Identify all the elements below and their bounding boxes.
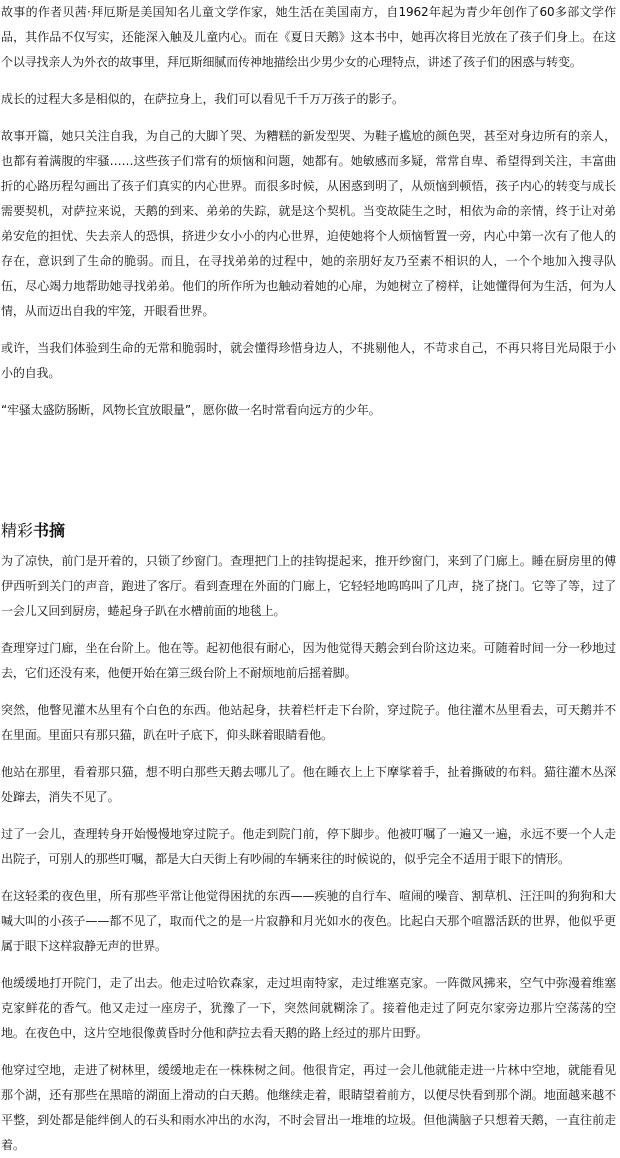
section-title-part-1: 精彩: [1, 521, 34, 540]
excerpt-paragraph-3: 突然，他瞥见灌木丛里有个白色的东西。他站起身，扶着栏杆走下台阶，穿过院子。他往灌木丛里看去，可天鹅并不在里面。里面只有那只猫，趴在叶子底下，仰头眯着眼睛看他。: [1, 703, 616, 742]
excerpt-paragraph-7: 他缓缓地打开院门，走了出去。他走过哈钦森家，走过坦南特家，走过维塞克家。一阵微风拂来，空气中弥漫着维塞克家鲜花的香气。他又走过一座房子，犹豫了一下，突然间就糊涂了。接着他走过了阿克尔家旁边那片空荡荡的空地。在夜色中，这片空地很像黄昏时分他和萨拉去看天鹅的路上经过的那片田野。: [1, 976, 616, 1040]
excerpt-paragraph-2: 查理穿过门廊，坐在台阶上。他在等。起初他很有耐心，因为他觉得天鹅会到台阶这边来。可随着时间一分一秒地过去，它们还没有来，他便开始在第三级台阶上不耐烦地前后摇着脚。: [1, 641, 616, 680]
section-title-part-2: 书摘: [33, 521, 66, 540]
excerpt-paragraph-6: 在这轻柔的夜色里，所有那些平常让他觉得困扰的东西——疾驰的自行车、喧闹的噪音、割草机、汪汪叫的狗狗和大喊大叫的小孩子——都不见了，取而代之的是一片寂静和月光如水的夜色。比起白天那个喧嚣活跃的世界，他似乎更属于眼下这样寂静无声的世界。: [1, 889, 616, 953]
intro-section: [0, 0, 620, 423]
excerpt-paragraph-4: 他站在那里，看着那只猫，想不明白那些天鹅去哪儿了。他在睡衣上上下摩挲着手，扯着撕破的布料。猫往灌木丛深处蹿去，消失不见了。: [1, 765, 616, 804]
excerpt-paragraph-8: 他穿过空地，走进了树林里，缓缓地走在一株株树之间。他很肯定，再过一会儿他就能走进一片林中空地，就能看见那个湖，还有那些在黑暗的湖面上滑动的白天鹅。他继续走着，眼睛望着前方，以便尽快看到那个湖。地面越来越不平整，到处都是能绊倒人的石头和雨水冲出的水沟，不时会冒出一堆堆的垃圾。但他满脑子只想着天鹅，一直往前走着。: [1, 1063, 616, 1152]
section-title: [0, 519, 620, 543]
intro-paragraph-1: 故事的作者贝茜·拜厄斯是美国知名儿童文学作家，她生活在美国南方，自1962年起为青少年创作了60多部文学作品，其作品不仅写实，还能深入触及儿童内心。而在《夏日天鹅》这本书中，她再次将目光放在了孩子们身上。在这个以寻找亲人为外衣的故事里，拜厄斯细腻而传神地描绘出少男少女的心理特点，讲述了孩子们的困惑与转变。: [1, 5, 616, 69]
excerpt-paragraph-1: 为了凉快，前门是开着的，只锁了纱窗门。查理把门上的挂钩提起来，推开纱窗门，来到了门廊上。睡在厨房里的傅伊西听到关门的声音，跑进了客厅。看到查理在外面的门廊上，它轻轻地呜呜叫了几声，挠了挠门。它等了等，过了一会儿又回到厨房，蜷起身子趴在水槽前面的地毯上。: [1, 554, 616, 618]
intro-paragraph-4: 或许，当我们体验到生命的无常和脆弱时，就会懂得珍惜身边人，不挑剔他人，不苛求自己，不再只将目光局限于小小的自我。: [1, 341, 616, 380]
excerpt-section: [0, 519, 620, 1158]
intro-paragraph-5: “牢骚太盛防肠断，风物长宜放眼量”，愿你做一名时常看向远方的少年。: [1, 403, 381, 417]
excerpt-paragraph-5: 过了一会儿，查理转身开始慢慢地穿过院子。他走到院门前，停下脚步。他被叮嘱了一遍又一遍，永远不要一个人走出院子，可别人的那些叮嘱，都是大白天街上有吵闹的车辆来往的时候说的，似乎完全不适用于眼下的情形。: [1, 827, 616, 866]
intro-paragraph-3: 故事开篇，她只关注自我，为自己的大脚丫哭、为糟糕的新发型哭、为鞋子尴尬的颜色哭，甚至对身边所有的亲人，也都有着满腹的牢骚……这些孩子们常有的烦恼和问题，她都有。她敏感而多疑，常常自卑、希望得到关注，丰富曲折的心路历程勾画出了孩子们真实的内心世界。而很多时候，从困惑到明了，从烦恼到顿悟，孩子内心的转变与成长需要契机，对萨拉来说，天鹅的到来、弟弟的失踪，就是这个契机。当变故陡生之时，相依为命的亲情，终于让对弟弟安危的担忧、失去亲人的恐惧，挤进少女小小的内心世界，迫使她将个人烦恼暂置一旁，内心中第一次有了他人的存在，意识到了生命的脆弱。而且，在寻找弟弟的过程中，她的亲朋好友乃至素不相识的人，一个个地加入搜寻队伍，尽心竭力地帮助她寻找弟弟。他们的所作所为也触动着她的心扉，为她树立了榜样，让她懂得何为生活，何为人情，从而迈出自我的牢笼，开眼看世界。: [1, 129, 616, 318]
intro-paragraph-2: 成长的过程大多是相似的，在萨拉身上，我们可以看见千千万万孩子的影子。: [1, 92, 404, 106]
